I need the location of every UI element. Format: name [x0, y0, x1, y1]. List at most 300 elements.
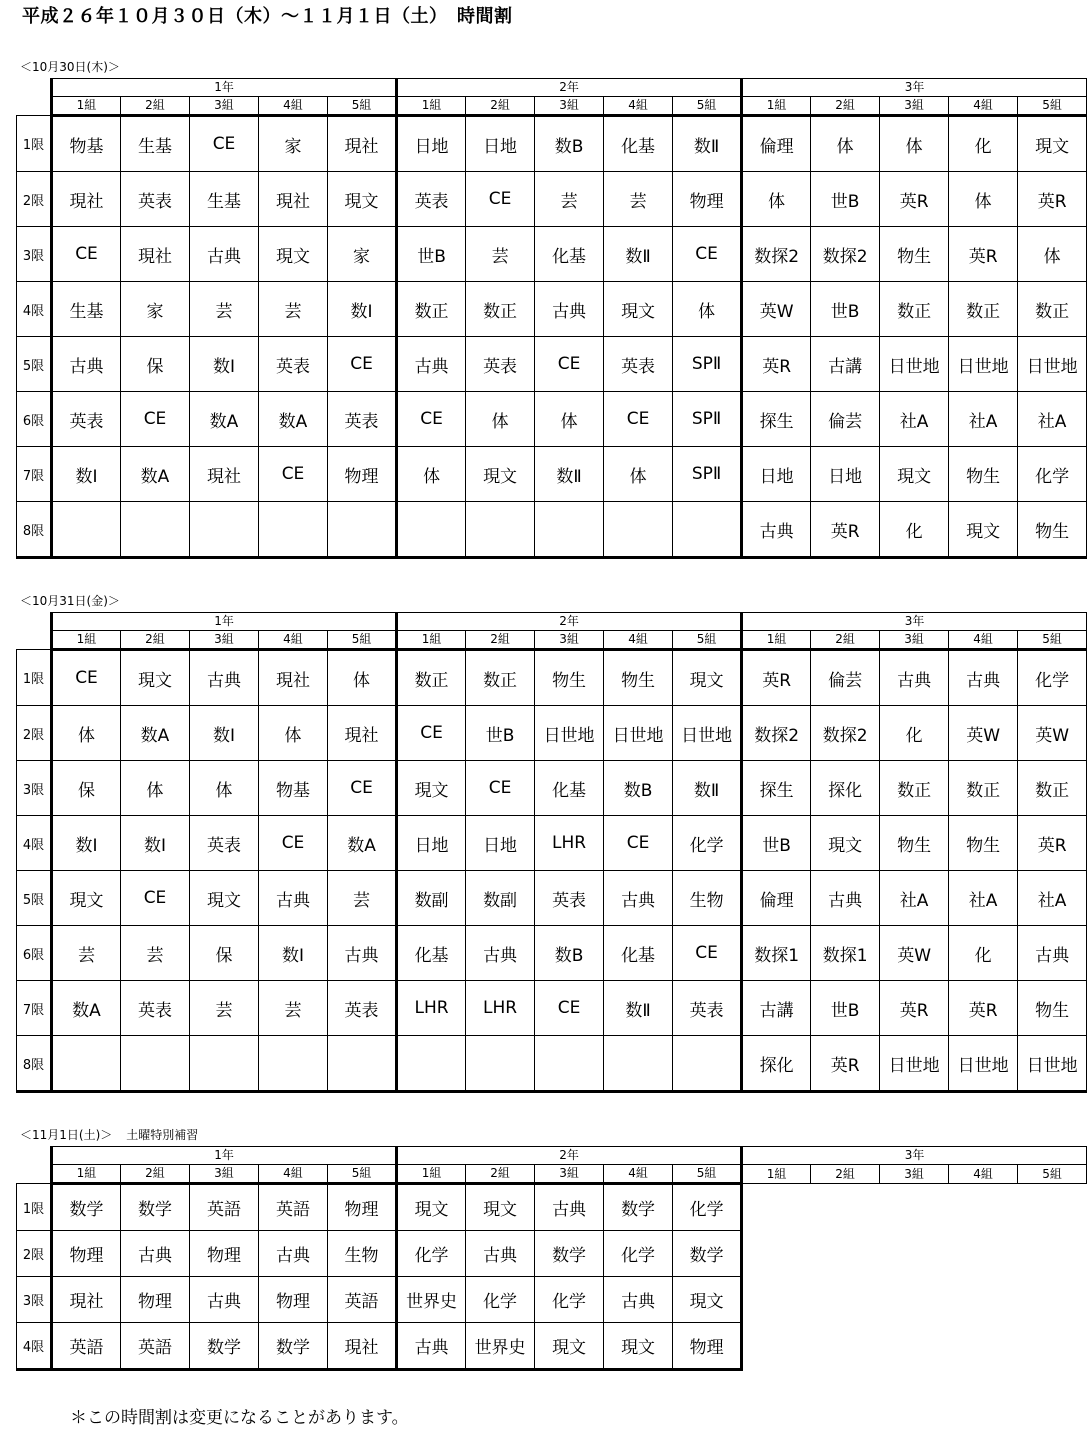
subject-cell: 現社 [328, 706, 397, 761]
subject-cell: 社A [880, 392, 949, 447]
subject-cell: 古典 [121, 1231, 190, 1277]
subject-cell: 日世地 [880, 337, 949, 392]
class-header: 3組 [535, 1165, 604, 1184]
subject-cell: 現文 [949, 502, 1018, 558]
subject-cell: 古典 [466, 926, 535, 981]
subject-cell: CE [535, 337, 604, 392]
day-label: ＜10月31日(金)＞ [20, 594, 120, 608]
subject-cell: 物理 [673, 172, 742, 227]
subject-cell: 現文 [604, 282, 673, 337]
subject-cell: 数Ⅰ [190, 706, 259, 761]
subject-cell: 物生 [949, 816, 1018, 871]
subject-cell: 数副 [397, 871, 466, 926]
subject-cell: 体 [466, 392, 535, 447]
empty-year3-block [742, 1184, 1087, 1370]
subject-cell: 生基 [190, 172, 259, 227]
subject-cell: 古典 [259, 871, 328, 926]
subject-cell: 数正 [880, 761, 949, 816]
subject-cell: 化学 [535, 1277, 604, 1323]
subject-cell: 日世地 [604, 706, 673, 761]
subject-cell: 化学 [673, 816, 742, 871]
subject-cell: 化学 [673, 1184, 742, 1231]
subject-cell: 世界史 [466, 1323, 535, 1370]
subject-cell: 日地 [466, 816, 535, 871]
class-header: 4組 [949, 97, 1018, 116]
subject-cell: 体 [52, 706, 121, 761]
subject-cell: 化基 [397, 926, 466, 981]
subject-cell: CE [673, 926, 742, 981]
class-header: 3組 [880, 631, 949, 650]
subject-cell: 体 [673, 282, 742, 337]
subject-cell: 数正 [466, 650, 535, 706]
day-label: ＜10月30日(木)＞ [20, 60, 120, 74]
subject-cell: 物生 [535, 650, 604, 706]
subject-cell: 日世地 [949, 337, 1018, 392]
subject-cell: 世界史 [397, 1277, 466, 1323]
subject-cell [535, 502, 604, 558]
subject-cell: 数探2 [811, 227, 880, 282]
subject-cell: 化 [880, 706, 949, 761]
class-header: 2組 [811, 631, 880, 650]
subject-cell: 現社 [259, 172, 328, 227]
class-header: 5組 [328, 631, 397, 650]
subject-cell [259, 1036, 328, 1092]
subject-cell: 数探2 [742, 227, 811, 282]
subject-cell: 体 [880, 116, 949, 172]
subject-cell: 社A [949, 871, 1018, 926]
subject-cell: CE [328, 337, 397, 392]
class-header: 1組 [52, 631, 121, 650]
subject-cell: 現文 [466, 447, 535, 502]
class-header: 3組 [535, 97, 604, 116]
subject-cell: 現文 [811, 816, 880, 871]
class-header: 1組 [742, 631, 811, 650]
subject-cell: 英語 [259, 1184, 328, 1231]
year-header: 1年 [52, 613, 397, 631]
class-header: 3組 [190, 631, 259, 650]
subject-cell: 化学 [397, 1231, 466, 1277]
subject-cell: 世B [466, 706, 535, 761]
subject-cell: 現文 [190, 871, 259, 926]
subject-cell: 芸 [328, 871, 397, 926]
subject-cell: 社A [1018, 871, 1087, 926]
subject-cell: 数探2 [742, 706, 811, 761]
subject-cell: 保 [190, 926, 259, 981]
subject-cell: 数学 [604, 1184, 673, 1231]
subject-cell [397, 502, 466, 558]
subject-cell: 体 [1018, 227, 1087, 282]
subject-cell [52, 502, 121, 558]
subject-cell: 化学 [1018, 447, 1087, 502]
subject-cell: 英R [742, 650, 811, 706]
subject-cell: 世B [811, 282, 880, 337]
subject-cell: 保 [52, 761, 121, 816]
subject-cell: 数探2 [811, 706, 880, 761]
subject-cell [604, 502, 673, 558]
subject-cell: CE [397, 392, 466, 447]
subject-cell: 物生 [880, 227, 949, 282]
subject-cell: 物生 [949, 447, 1018, 502]
subject-cell: 英表 [121, 981, 190, 1036]
subject-cell: 数A [52, 981, 121, 1036]
subject-cell: 化学 [466, 1277, 535, 1323]
period-label: 4限 [17, 1323, 52, 1370]
subject-cell: CE [52, 650, 121, 706]
subject-cell: 数正 [466, 282, 535, 337]
subject-cell: 古典 [811, 871, 880, 926]
subject-cell: 古典 [52, 337, 121, 392]
subject-cell: 化基 [604, 116, 673, 172]
class-header: 5組 [1018, 97, 1087, 116]
subject-cell: 芸 [52, 926, 121, 981]
subject-cell: 英表 [121, 172, 190, 227]
subject-cell: 倫理 [742, 116, 811, 172]
class-header: 5組 [1018, 1165, 1087, 1184]
period-label: 7限 [17, 447, 52, 502]
year-header: 1年 [52, 79, 397, 97]
class-header: 4組 [604, 631, 673, 650]
subject-cell: 社A [880, 871, 949, 926]
subject-cell: 古典 [604, 1277, 673, 1323]
subject-cell: 英R [880, 981, 949, 1036]
subject-cell: 体 [604, 447, 673, 502]
subject-cell: 英表 [604, 337, 673, 392]
subject-cell: CE [121, 392, 190, 447]
subject-cell: 物理 [52, 1231, 121, 1277]
class-header: 2組 [811, 1165, 880, 1184]
subject-cell: 日地 [742, 447, 811, 502]
subject-cell: 数学 [121, 1184, 190, 1231]
subject-cell: 世B [397, 227, 466, 282]
subject-cell [535, 1036, 604, 1092]
subject-cell: 物理 [259, 1277, 328, 1323]
subject-cell: 世B [811, 172, 880, 227]
subject-cell: 社A [1018, 392, 1087, 447]
subject-cell: 古典 [466, 1231, 535, 1277]
class-header: 1組 [397, 97, 466, 116]
class-header: 1組 [742, 97, 811, 116]
subject-cell: 体 [811, 116, 880, 172]
subject-cell [259, 502, 328, 558]
year-header: 3年 [742, 613, 1087, 631]
class-header: 2組 [121, 97, 190, 116]
subject-cell: 現文 [466, 1184, 535, 1231]
period-label: 3限 [17, 761, 52, 816]
subject-cell: LHR [466, 981, 535, 1036]
subject-cell: 日世地 [1018, 1036, 1087, 1092]
subject-cell: 数学 [673, 1231, 742, 1277]
subject-cell: 英R [742, 337, 811, 392]
subject-cell: 化 [880, 502, 949, 558]
period-label: 5限 [17, 337, 52, 392]
subject-cell: 英R [949, 981, 1018, 1036]
subject-cell: 英表 [535, 871, 604, 926]
class-header: 5組 [328, 97, 397, 116]
subject-cell: 数学 [52, 1184, 121, 1231]
subject-cell: 体 [121, 761, 190, 816]
class-header: 4組 [259, 97, 328, 116]
subject-cell: 英R [811, 502, 880, 558]
subject-cell: 物生 [880, 816, 949, 871]
subject-cell: 体 [328, 650, 397, 706]
class-header: 2組 [121, 631, 190, 650]
subject-cell: 数正 [949, 282, 1018, 337]
subject-cell: 日世地 [673, 706, 742, 761]
subject-cell: 英語 [121, 1323, 190, 1370]
class-header: 1組 [397, 631, 466, 650]
subject-cell: 現文 [397, 1184, 466, 1231]
subject-cell: 芸 [121, 926, 190, 981]
subject-cell: 現社 [190, 447, 259, 502]
subject-cell: 古講 [811, 337, 880, 392]
subject-cell: 英W [742, 282, 811, 337]
subject-cell: 体 [190, 761, 259, 816]
subject-cell: SPⅡ [673, 447, 742, 502]
subject-cell: 英語 [190, 1184, 259, 1231]
subject-cell: CE [190, 116, 259, 172]
subject-cell: 生物 [673, 871, 742, 926]
subject-cell: 日地 [397, 816, 466, 871]
footer-note: ＊この時間割は変更になることがあります。 [70, 1408, 409, 1428]
subject-cell: 英表 [328, 981, 397, 1036]
subject-cell: 芸 [604, 172, 673, 227]
subject-cell: 数探1 [811, 926, 880, 981]
period-label: 2限 [17, 706, 52, 761]
subject-cell: 物理 [121, 1277, 190, 1323]
subject-cell: 生基 [52, 282, 121, 337]
subject-cell: 数Ⅰ [121, 816, 190, 871]
subject-cell [52, 1036, 121, 1092]
year-header: 3年 [742, 79, 1087, 97]
subject-cell: 倫芸 [811, 392, 880, 447]
subject-cell [121, 1036, 190, 1092]
subject-cell: 現文 [880, 447, 949, 502]
year-header: 3年 [742, 1147, 1087, 1165]
period-label: 4限 [17, 816, 52, 871]
subject-cell: 英R [1018, 172, 1087, 227]
year-header: 2年 [397, 1147, 742, 1165]
class-header: 4組 [604, 1165, 673, 1184]
subject-cell: 芸 [535, 172, 604, 227]
subject-cell: 現文 [397, 761, 466, 816]
subject-cell: 英W [880, 926, 949, 981]
subject-cell: 数B [535, 926, 604, 981]
subject-cell: 現文 [259, 227, 328, 282]
subject-cell: 日地 [466, 116, 535, 172]
subject-cell: 古典 [1018, 926, 1087, 981]
subject-cell: 化基 [604, 926, 673, 981]
subject-cell: 数正 [1018, 761, 1087, 816]
subject-cell: CE [673, 227, 742, 282]
subject-cell: CE [121, 871, 190, 926]
subject-cell [397, 1036, 466, 1092]
subject-cell [673, 1036, 742, 1092]
period-label: 2限 [17, 172, 52, 227]
period-label: 6限 [17, 926, 52, 981]
subject-cell: 探化 [811, 761, 880, 816]
class-header: 3組 [190, 97, 259, 116]
subject-cell: 古典 [259, 1231, 328, 1277]
subject-cell [121, 502, 190, 558]
subject-cell: 数A [121, 447, 190, 502]
subject-cell: 英表 [673, 981, 742, 1036]
subject-cell: 数Ⅱ [535, 447, 604, 502]
timetable-grid [16, 78, 1087, 559]
subject-cell: 数Ⅰ [52, 816, 121, 871]
subject-cell: 英W [949, 706, 1018, 761]
subject-cell: 物基 [52, 116, 121, 172]
subject-cell: 古典 [949, 650, 1018, 706]
subject-cell: 数学 [259, 1323, 328, 1370]
subject-cell: 化 [949, 926, 1018, 981]
subject-cell: 英W [1018, 706, 1087, 761]
class-header: 2組 [466, 1165, 535, 1184]
class-header: 5組 [673, 97, 742, 116]
subject-cell: 数探1 [742, 926, 811, 981]
subject-cell: CE [397, 706, 466, 761]
subject-cell: 現社 [121, 227, 190, 282]
subject-cell: 英語 [52, 1323, 121, 1370]
subject-cell: 芸 [259, 282, 328, 337]
subject-cell: LHR [535, 816, 604, 871]
period-label: 1限 [17, 1184, 52, 1231]
subject-cell: 物理 [673, 1323, 742, 1370]
class-header: 1組 [397, 1165, 466, 1184]
subject-cell: 現文 [673, 650, 742, 706]
subject-cell: 体 [742, 172, 811, 227]
subject-cell: 現社 [52, 1277, 121, 1323]
day-label: ＜11月1日(土)＞ 土曜特別補習 [20, 1128, 199, 1142]
class-header: 1組 [742, 1165, 811, 1184]
subject-cell: 保 [121, 337, 190, 392]
subject-cell: CE [328, 761, 397, 816]
subject-cell: 日地 [397, 116, 466, 172]
subject-cell [328, 1036, 397, 1092]
class-header: 2組 [466, 97, 535, 116]
subject-cell: 物理 [328, 447, 397, 502]
subject-cell: 現文 [328, 172, 397, 227]
subject-cell: 数Ⅱ [673, 761, 742, 816]
subject-cell: 化基 [535, 227, 604, 282]
period-label: 8限 [17, 502, 52, 558]
subject-cell: 芸 [466, 227, 535, 282]
subject-cell: 英表 [397, 172, 466, 227]
period-label: 3限 [17, 1277, 52, 1323]
subject-cell: 化基 [535, 761, 604, 816]
period-label: 4限 [17, 282, 52, 337]
subject-cell: 英R [949, 227, 1018, 282]
subject-cell: 英R [811, 1036, 880, 1092]
class-header: 4組 [949, 631, 1018, 650]
subject-cell: 社A [949, 392, 1018, 447]
class-header: 1組 [52, 97, 121, 116]
subject-cell: 化学 [1018, 650, 1087, 706]
subject-cell [190, 502, 259, 558]
subject-cell: 数A [328, 816, 397, 871]
subject-cell: 数Ⅰ [190, 337, 259, 392]
subject-cell: 倫芸 [811, 650, 880, 706]
subject-cell: 数Ⅰ [52, 447, 121, 502]
subject-cell: SPⅡ [673, 337, 742, 392]
class-header: 5組 [1018, 631, 1087, 650]
subject-cell [328, 502, 397, 558]
subject-cell: 数学 [190, 1323, 259, 1370]
subject-cell: 芸 [190, 282, 259, 337]
subject-cell: 体 [535, 392, 604, 447]
subject-cell: CE [259, 816, 328, 871]
period-label: 3限 [17, 227, 52, 282]
subject-cell: 物理 [328, 1184, 397, 1231]
subject-cell: 古講 [742, 981, 811, 1036]
subject-cell: 家 [328, 227, 397, 282]
subject-cell: 数Ⅰ [259, 926, 328, 981]
subject-cell: 日世地 [949, 1036, 1018, 1092]
period-label: 5限 [17, 871, 52, 926]
subject-cell [673, 502, 742, 558]
class-header: 5組 [673, 1165, 742, 1184]
year-header: 2年 [397, 79, 742, 97]
subject-cell: 化学 [604, 1231, 673, 1277]
timetable-grid [16, 612, 1087, 1093]
class-header: 2組 [466, 631, 535, 650]
subject-cell: 古典 [397, 337, 466, 392]
subject-cell: 現文 [673, 1277, 742, 1323]
subject-cell: 芸 [190, 981, 259, 1036]
subject-cell: 物基 [259, 761, 328, 816]
subject-cell: 世B [742, 816, 811, 871]
subject-cell: 現社 [259, 650, 328, 706]
subject-cell: LHR [397, 981, 466, 1036]
subject-cell: CE [466, 172, 535, 227]
subject-cell: 現社 [52, 172, 121, 227]
subject-cell [466, 502, 535, 558]
subject-cell: 古典 [742, 502, 811, 558]
subject-cell: SPⅡ [673, 392, 742, 447]
subject-cell: 生物 [328, 1231, 397, 1277]
subject-cell: 数Ⅰ [328, 282, 397, 337]
class-header: 3組 [190, 1165, 259, 1184]
subject-cell: 数Ⅱ [604, 981, 673, 1036]
subject-cell: 数正 [880, 282, 949, 337]
subject-cell: CE [52, 227, 121, 282]
subject-cell: 数学 [535, 1231, 604, 1277]
class-header: 5組 [673, 631, 742, 650]
subject-cell: 現文 [1018, 116, 1087, 172]
subject-cell: 探化 [742, 1036, 811, 1092]
period-label: 1限 [17, 116, 52, 172]
subject-cell: 体 [259, 706, 328, 761]
period-label: 6限 [17, 392, 52, 447]
subject-cell: 数A [190, 392, 259, 447]
subject-cell: 英表 [190, 816, 259, 871]
class-header: 4組 [604, 97, 673, 116]
subject-cell: 数正 [949, 761, 1018, 816]
subject-cell: 英R [880, 172, 949, 227]
subject-cell: 英表 [328, 392, 397, 447]
class-header: 3組 [880, 97, 949, 116]
subject-cell: 英語 [328, 1277, 397, 1323]
subject-cell: 日地 [811, 447, 880, 502]
class-header: 4組 [259, 1165, 328, 1184]
period-label: 2限 [17, 1231, 52, 1277]
subject-cell: 古典 [604, 871, 673, 926]
subject-cell: 数A [121, 706, 190, 761]
subject-cell: 倫理 [742, 871, 811, 926]
period-label: 8限 [17, 1036, 52, 1092]
subject-cell: 現文 [52, 871, 121, 926]
subject-cell: 生基 [121, 116, 190, 172]
subject-cell: 古典 [328, 926, 397, 981]
